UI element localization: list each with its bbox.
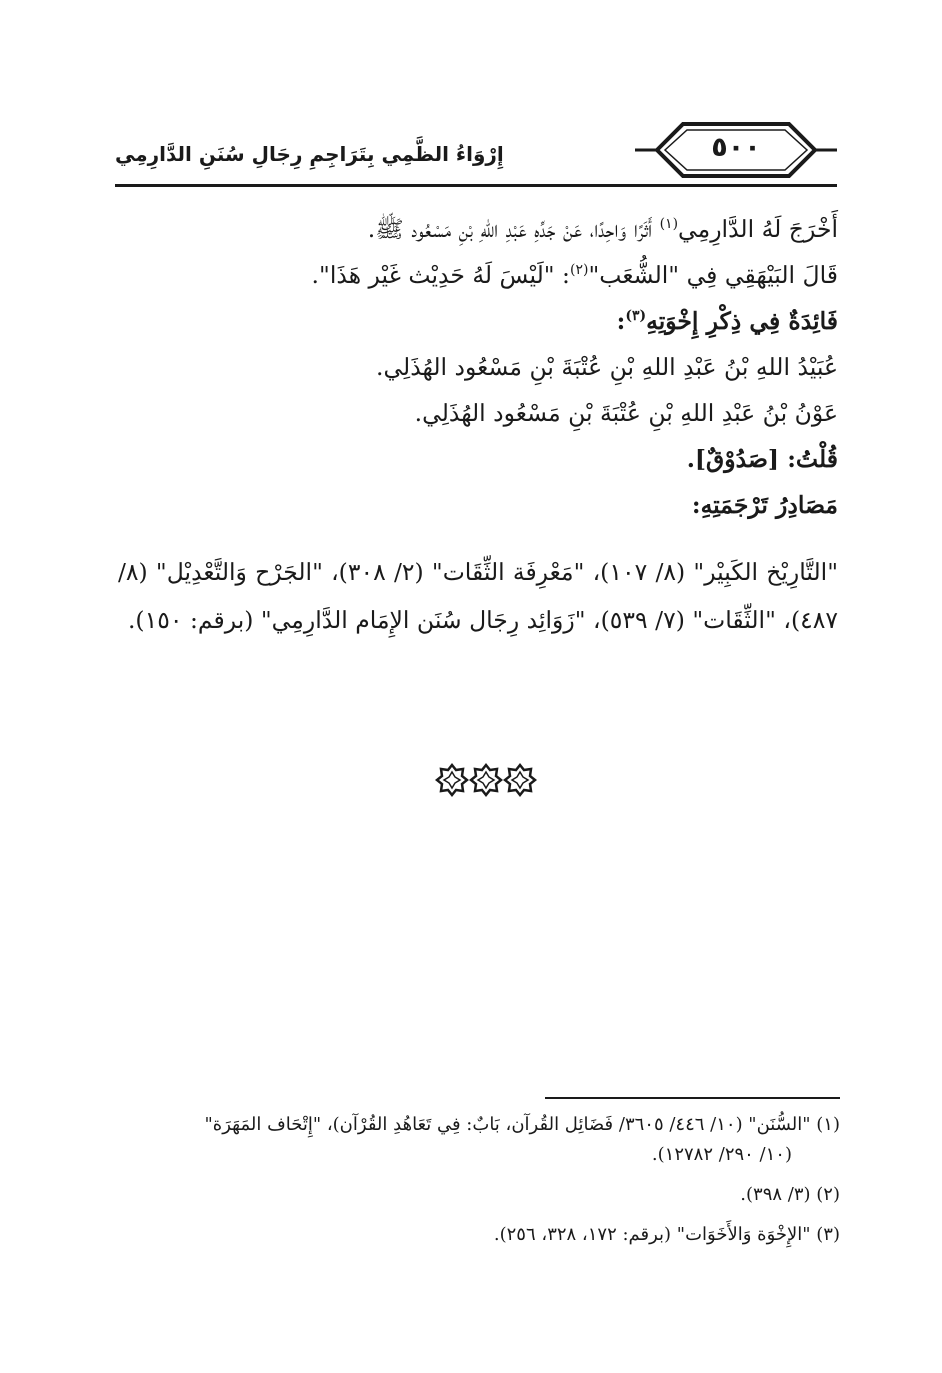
- text-line: عُبَيْدُ اللهِ بْنُ عَبْدِ اللهِ بْنِ عُتْبَةَ بْنِ مَسْعُود الهُذَلِي.: [375, 353, 838, 381]
- footnotes: [118, 1110, 840, 1260]
- footnote-2: (٢) (٣/ ٣٩٨).: [740, 1184, 840, 1205]
- text-line: قُلْتُ: [صَدُوْقٌ].: [686, 445, 838, 473]
- page-header: [115, 118, 837, 188]
- text-segment: قَالَ البَيْهَقِي فِي "الشُّعَب": [588, 261, 838, 289]
- text-line: [118, 252, 838, 298]
- text-line: عَوْنُ بْنُ عَبْدِ اللهِ بْنِ عُتْبَةَ بْنِ مَسْعُود الهُذَلِي.: [414, 399, 838, 427]
- section-divider-ornament: [434, 762, 538, 798]
- footnote-ref[interactable]: (٢): [569, 262, 589, 279]
- footnote-ref[interactable]: (١): [659, 216, 679, 233]
- footnote-separator: [545, 1097, 840, 1099]
- text-segment: أَثَرًا وَاحِدًا، عَنْ جَدِّهِ عَبْدِ اللهِ بْنِ مَسْعُود ﷺ.: [367, 215, 660, 243]
- heading-text: فَائِدَةٌ فِي ذِكْرِ إِخْوَتِهِ: [646, 307, 838, 335]
- section-heading: [118, 298, 838, 344]
- sources-paragraph: "التَّارِيْخ الكَبِيْر" (٨/ ١٠٧)، "مَعْرِفَة الثِّقَات" (٢/ ٣٠٨)، "الجَرْح وَالتَّعْدِيْل" (٨/ ٤٨٧)، "الثِّقَات" (٧/ ٥٣٩)، "زَوَائِد رِجَال سُنَن الإِمَام الدَّارِمِي" (برقم: ١٥٠).: [118, 558, 839, 634]
- footnote-3: (٣) "الإِخْوَة وَالأَخَوَات" (برقم: ١٧٢، ٣٢٨، ٢٥٦).: [493, 1224, 840, 1245]
- text-line: [118, 206, 838, 252]
- page-number-badge: [635, 120, 837, 180]
- ornament-star-icon: [505, 765, 535, 795]
- header-rule: [115, 184, 837, 187]
- main-text: [118, 206, 838, 644]
- ornament-star-icon: [437, 765, 467, 795]
- footnote-text: (١) "السُّنَن" (١٠/ ٤٤٦/ ٣٦٠٥/ فَضَائِل القُرآن، بَابٌ: فِي تَعَاهُدِ القُرْآن)، "إِتْحَاف المَهَرَة": [204, 1114, 840, 1135]
- footnote-text-continuation: (١٠/ ٢٩٠/ ١٢٧٨٢).: [651, 1144, 792, 1165]
- footnote-1: [118, 1110, 840, 1170]
- text-segment: أَخْرَجَ لَهُ الدَّارِمِي: [678, 215, 838, 243]
- ornament-star-icon: [471, 765, 501, 795]
- section-heading: مَصَادِرُ تَرْجَمَتِهِ:: [691, 491, 838, 519]
- heading-text: :: [616, 307, 626, 335]
- page-number: ٥٠٠: [711, 132, 761, 163]
- footnote-ref[interactable]: (٣): [625, 308, 647, 325]
- running-title: إِرْوَاءُ الظَّمِي بِتَرَاجِمِ رِجَالِ سُنَنِ الدَّارِمِي: [115, 142, 504, 166]
- text-segment: : "لَيْسَ لَهُ حَدِيْث غَيْر هَذَا".: [311, 261, 570, 289]
